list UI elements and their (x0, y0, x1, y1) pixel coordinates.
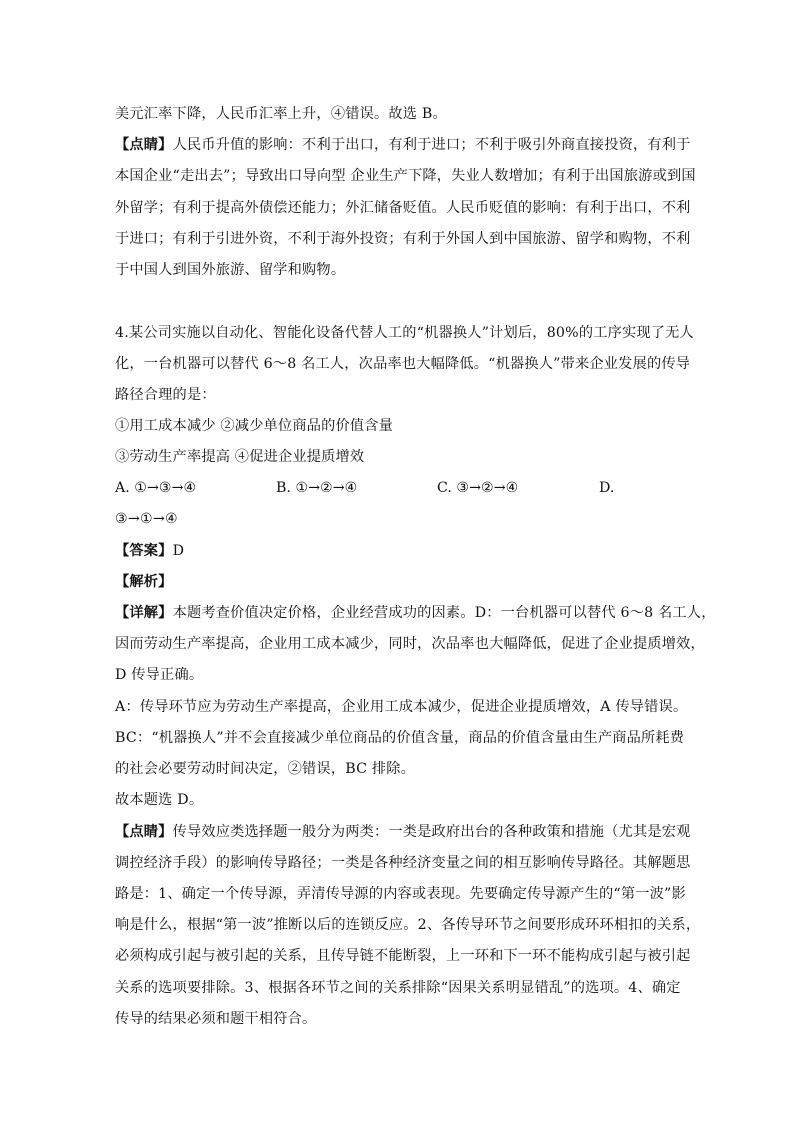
question-stem-line: 4.某公司实施以自动化、智能化设备代替人工的“机器换人”计划后，80%的工序实现了无人 (115, 325, 694, 341)
text-line: 路是：1、确定一个传导源，弄清传导源的内容或表现。先要确定传导源产生的“第一波”影 (115, 886, 686, 902)
text-line: 因而劳动生产率提高，企业用工成本减少，同时，次品率也大幅降低，促进了企业提质增效， (115, 636, 705, 652)
statement-line: ①用工成本减少 ②减少单位商品的价值含量 (115, 418, 394, 434)
answer-value: D (172, 543, 185, 559)
detail-text: 本题考查价值决定价格，企业经营成功的因素。D：一台机器可以替代 6～8 名工人， (172, 605, 716, 621)
text-line: 于中国人到国外旅游、留学和购物。 (115, 262, 346, 278)
answer-tag: 【答案】 (115, 543, 173, 559)
text-line: D 传导正确。 (115, 667, 204, 683)
dianjing-text: 人民币升值的影响：不利于出口，有利于进口；不利于吸引外商直接投资，有利于 (172, 137, 691, 153)
dianjing-paragraph-line (115, 135, 691, 155)
detail-line (115, 603, 716, 623)
detail-tag: 【详解】 (115, 605, 173, 621)
text-line: 美元汇率下降，人民币汇率上升，④错误。故选 B。 (115, 106, 447, 122)
text-line: 必须构成引起与被引起的关系，且传导链不能断裂，上一环和下一环不能构成引起与被引起 (115, 948, 691, 964)
option-b: B. ①→②→④ (276, 480, 358, 496)
option-a: A. ①→③→④ (115, 480, 197, 496)
dianjing-tag: 【点睛】 (115, 137, 173, 153)
text-line: A：传导环节应为劳动生产率提高，企业用工成本减少，促进企业提质增效，A 传导错误。 (115, 699, 688, 715)
text-line: 本国企业“走出去”；导致出口导向型 企业生产下降，失业人数增加；有利于出国旅游或到国 (115, 168, 696, 184)
question-stem-line: 路径合理的是： (115, 387, 216, 403)
text-line: 调控经济手段）的影响传导路径；一类是各种经济变量之间的相互影响传导路径。其解题思 (115, 855, 691, 871)
text-line: 外留学；有利于提高外债偿还能力；外汇储备贬值。人民币贬值的影响：有利于出口，不利 (115, 200, 691, 216)
text-line: 响是什么，根据“第一波”推断以后的连锁反应。2、各传导环节之间要形成环环相扣的关系， (115, 917, 701, 933)
question-stem-line: 化，一台机器可以替代 6～8 名工人，次品率也大幅降低。“机器换人”带来企业发展的传导 (115, 356, 691, 372)
text-line: 的社会必要劳动时间决定，②错误，BC 排除。 (115, 761, 416, 777)
answer-line (115, 541, 184, 561)
statement-line: ③劳动生产率提高 ④促进企业提质增效 (115, 449, 365, 465)
text-line: 传导的结果必须和题干相符合。 (115, 1011, 317, 1027)
option-c: C. ③→②→④ (437, 480, 519, 496)
dianjing-text: 传导效应类选择题一般分为两类：一类是政府出台的各种政策和措施（尤其是宏观 (172, 824, 691, 840)
analysis-tag: 【解析】 (115, 574, 173, 590)
option-d-content: ③→①→④ (115, 511, 178, 527)
dianjing-tag: 【点睛】 (115, 824, 173, 840)
dianjing-paragraph-line (115, 822, 691, 842)
option-d: D. (599, 480, 615, 496)
text-line: 关系的选项要排除。3、根据各环节之间的关系排除“因果关系明显错乱”的选项。4、确定 (115, 980, 681, 996)
text-line: 于进口；有利于引进外资，不利于海外投资；有利于外国人到中国旅游、留学和购物，不利 (115, 231, 691, 247)
text-line: 故本题选 D。 (115, 792, 204, 808)
text-line: BC：“机器换人”并不会直接减少单位商品的价值含量，商品的价值含量由生产商品所耗费 (115, 730, 685, 746)
